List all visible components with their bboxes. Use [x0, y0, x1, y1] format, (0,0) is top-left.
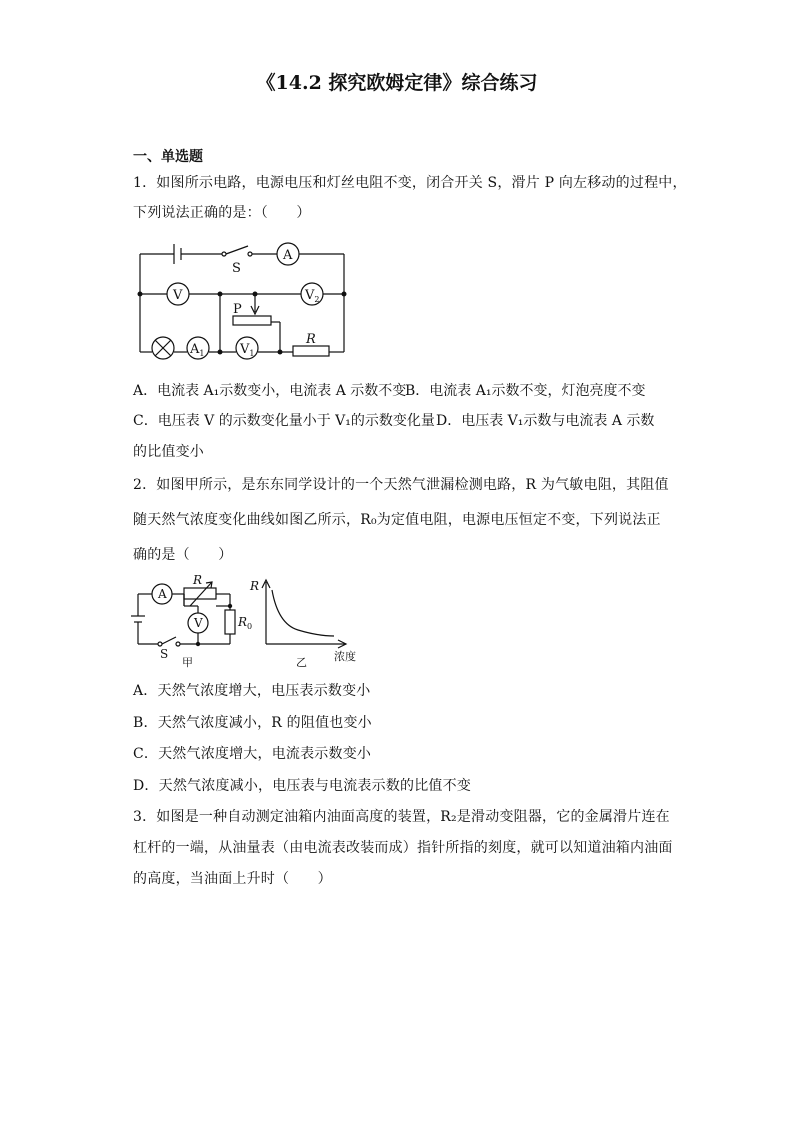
- q2-stem-line1: 2．如图甲所示，是东东同学设计的一个天然气泄漏检测电路，R 为气敏电阻，其阻值: [133, 477, 669, 493]
- graph-x-label: 浓度: [334, 650, 356, 663]
- ammeter-a-label: A: [283, 248, 293, 263]
- q1-option-c[interactable]: C．电压表 V 的示数变化量小于 V₁的示数变化量: [133, 413, 435, 429]
- slider-p-label: P: [233, 302, 242, 317]
- section-heading: 一、单选题: [133, 149, 203, 165]
- switch-contact-right: [176, 642, 180, 646]
- voltmeter-v1-label: $V_1$: [240, 342, 255, 358]
- figure-caption-jia: 甲: [182, 656, 193, 669]
- junction-dot: [342, 292, 347, 297]
- q3-stem-line1: 3．如图是一种自动测定油箱内油面高度的装置，R₂是滑动变阻器，它的金属滑片连在: [133, 809, 670, 825]
- switch-label: S: [232, 261, 241, 276]
- junction-dot: [196, 642, 200, 646]
- q1-circuit-diagram: [130, 232, 360, 362]
- q2-resistance-graph: [250, 574, 368, 669]
- q2-stem-line3: 确的是（ ）: [133, 547, 233, 563]
- q3-stem-line2: 杠杆的一端，从油量表（由电流表改装而成）指针所指的刻度，就可以知道油箱内油面: [133, 840, 673, 856]
- figure-caption-yi: 乙: [296, 656, 307, 669]
- q3-stem-line3: 的高度，当油面上升时（ ）: [133, 871, 332, 887]
- q1-options-row2: [133, 410, 673, 430]
- voltmeter-v-label: V: [194, 616, 203, 630]
- q1-stem-line2: 下列说法正确的是：（ ）: [133, 205, 311, 221]
- gas-resistor-label: R: [193, 573, 203, 587]
- junction-dot: [253, 292, 258, 297]
- q2-option-a[interactable]: A．天然气浓度增大，电压表示数变小: [133, 683, 371, 699]
- q1-option-a[interactable]: A．电流表 A₁示数变小，电流表 A 示数不变: [133, 383, 407, 399]
- switch-blade: [226, 246, 248, 254]
- q1-option-d-continued: 的比值变小: [133, 444, 204, 460]
- q2-option-b[interactable]: B．天然气浓度减小，R 的阻值也变小: [133, 715, 372, 731]
- voltmeter-v2-label: $V_2$: [305, 288, 320, 304]
- junction-dot: [278, 350, 283, 355]
- graph-y-label: R: [250, 579, 260, 593]
- ammeter-a1-label: $A_1$: [190, 342, 205, 358]
- switch-contact-left: [158, 642, 162, 646]
- junction-dot: [218, 292, 223, 297]
- resistor-r-label: R: [306, 332, 316, 347]
- q2-circuit-diagram: [130, 573, 260, 669]
- page-title: 《14.2 探究欧姆定律》综合练习: [256, 72, 538, 94]
- switch-contact-left: [222, 252, 226, 256]
- q1-option-b[interactable]: B．电流表 A₁示数不变，灯泡亮度不变: [405, 383, 646, 399]
- q2-option-c[interactable]: C．天然气浓度增大，电流表示数变小: [133, 746, 372, 762]
- q2-option-d[interactable]: D．天然气浓度减小，电压表与电流表示数的比值不变: [133, 778, 472, 794]
- r0-label: $R_0$: [238, 615, 253, 631]
- q1-options-row1: [133, 380, 673, 400]
- switch-label: S: [160, 647, 169, 661]
- q1-option-d[interactable]: D．电压表 V₁示数与电流表 A 示数: [436, 413, 655, 429]
- resistor-r-body: [293, 346, 329, 356]
- junction-dot: [138, 292, 143, 297]
- r0-body: [225, 610, 235, 634]
- junction-dot: [218, 350, 223, 355]
- switch-contact-right: [248, 252, 252, 256]
- resistance-curve: [272, 590, 334, 636]
- switch-blade: [162, 637, 176, 644]
- junction-dot: [228, 604, 232, 608]
- q1-stem-line1: 1．如图所示电路，电源电压和灯丝电阻不变，闭合开关 S，滑片 P 向左移动的过程中，: [133, 175, 687, 191]
- ammeter-a-label: A: [158, 587, 167, 601]
- rheostat-body: [233, 316, 271, 325]
- gas-resistor-body: [184, 588, 216, 599]
- q2-stem-line2: 随天然气浓度变化曲线如图乙所示，R₀为定值电阻，电源电压恒定不变，下列说法正: [133, 512, 661, 528]
- voltmeter-v-label: V: [173, 288, 183, 303]
